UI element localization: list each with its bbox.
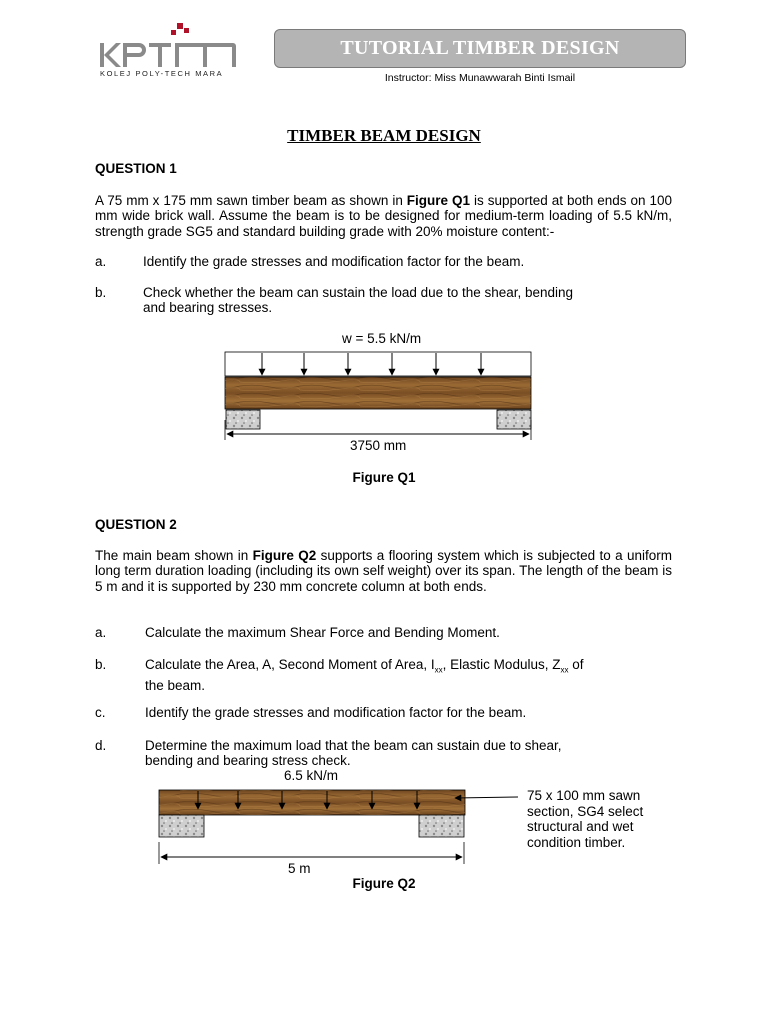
q2-item-d-letter: d. xyxy=(95,738,107,753)
instructor-line: Instructor: Miss Munawwarah Binti Ismail xyxy=(384,72,576,84)
q1-load-label: w = 5.5 kN/m xyxy=(342,331,422,346)
q1-item-a-text: Identify the grade stresses and modification factor for the beam. xyxy=(143,254,525,269)
q1-item-b-text: Check whether the beam can sustain the load due to the shear, bending and bearing stresses. xyxy=(143,285,574,316)
q2-item-b-part2: , Elastic Modulus, Z xyxy=(442,657,561,672)
q2-item-b-sub2: xx xyxy=(560,665,569,675)
q1-item-a-letter: a. xyxy=(95,254,107,269)
q2-load-label: 6.5 kN/m xyxy=(284,768,339,783)
q1-intro-part2: is supported at both ends on 100 mm wide brick wall. Assume the beam is to be designed for medium-term loading of 5.5 kN/m, strength grade SG5 and standard building grade with 20% moisture content:- xyxy=(95,193,672,239)
q1-intro-figure-ref: Figure Q1 xyxy=(406,193,471,208)
question-2-heading: QUESTION 2 xyxy=(95,517,177,532)
q2-intro-part2: supports a flooring system which is subjected to a uniform long term duration loading (including its own self weight) over its span. The length of the beam is 5 m and it is supported by 230 mm concrete column at both ends. xyxy=(95,548,672,594)
q2-span-label: 5 m xyxy=(288,861,311,876)
figure-q2-caption: Figure Q2 xyxy=(352,876,416,891)
q2-item-a-letter: a. xyxy=(95,625,107,640)
q2-item-b-text xyxy=(145,657,585,694)
q1-item-b-letter: b. xyxy=(95,285,107,300)
question-2-intro xyxy=(95,548,672,594)
q1-intro-part1: A 75 mm x 175 mm sawn timber beam as shown in xyxy=(95,193,407,208)
question-1-intro xyxy=(95,193,672,239)
figure-q1-caption: Figure Q1 xyxy=(352,470,416,485)
header-title-banner xyxy=(274,29,686,68)
logo-subtitle: KOLEJ POLY-TECH MARA xyxy=(100,69,224,78)
question-1-heading: QUESTION 1 xyxy=(95,161,177,176)
q2-intro-figure-ref: Figure Q2 xyxy=(252,548,317,563)
q2-intro-part1: The main beam shown in xyxy=(95,548,253,563)
q2-item-a-text: Calculate the maximum Shear Force and Bending Moment. xyxy=(145,625,500,640)
q1-span-label: 3750 mm xyxy=(350,438,407,453)
q2-item-c-text: Identify the grade stresses and modification factor for the beam. xyxy=(145,705,527,720)
q2-item-b-part3: of the beam. xyxy=(145,657,584,694)
q2-item-b-part1: Calculate the Area, A, Second Moment of Area, I xyxy=(145,657,435,672)
header-title: TUTORIAL TIMBER DESIGN xyxy=(340,37,620,59)
q2-item-c-letter: c. xyxy=(95,705,106,720)
q2-item-d-text: Determine the maximum load that the beam can sustain due to shear, bending and bearing stress check. xyxy=(145,738,562,769)
q2-item-b-sub1: xx xyxy=(434,665,443,675)
q2-section-note: 75 x 100 mm sawn section, SG4 select structural and wet condition timber. xyxy=(527,788,644,850)
q2-item-b-letter: b. xyxy=(95,657,107,672)
document-title: TIMBER BEAM DESIGN xyxy=(287,126,481,145)
